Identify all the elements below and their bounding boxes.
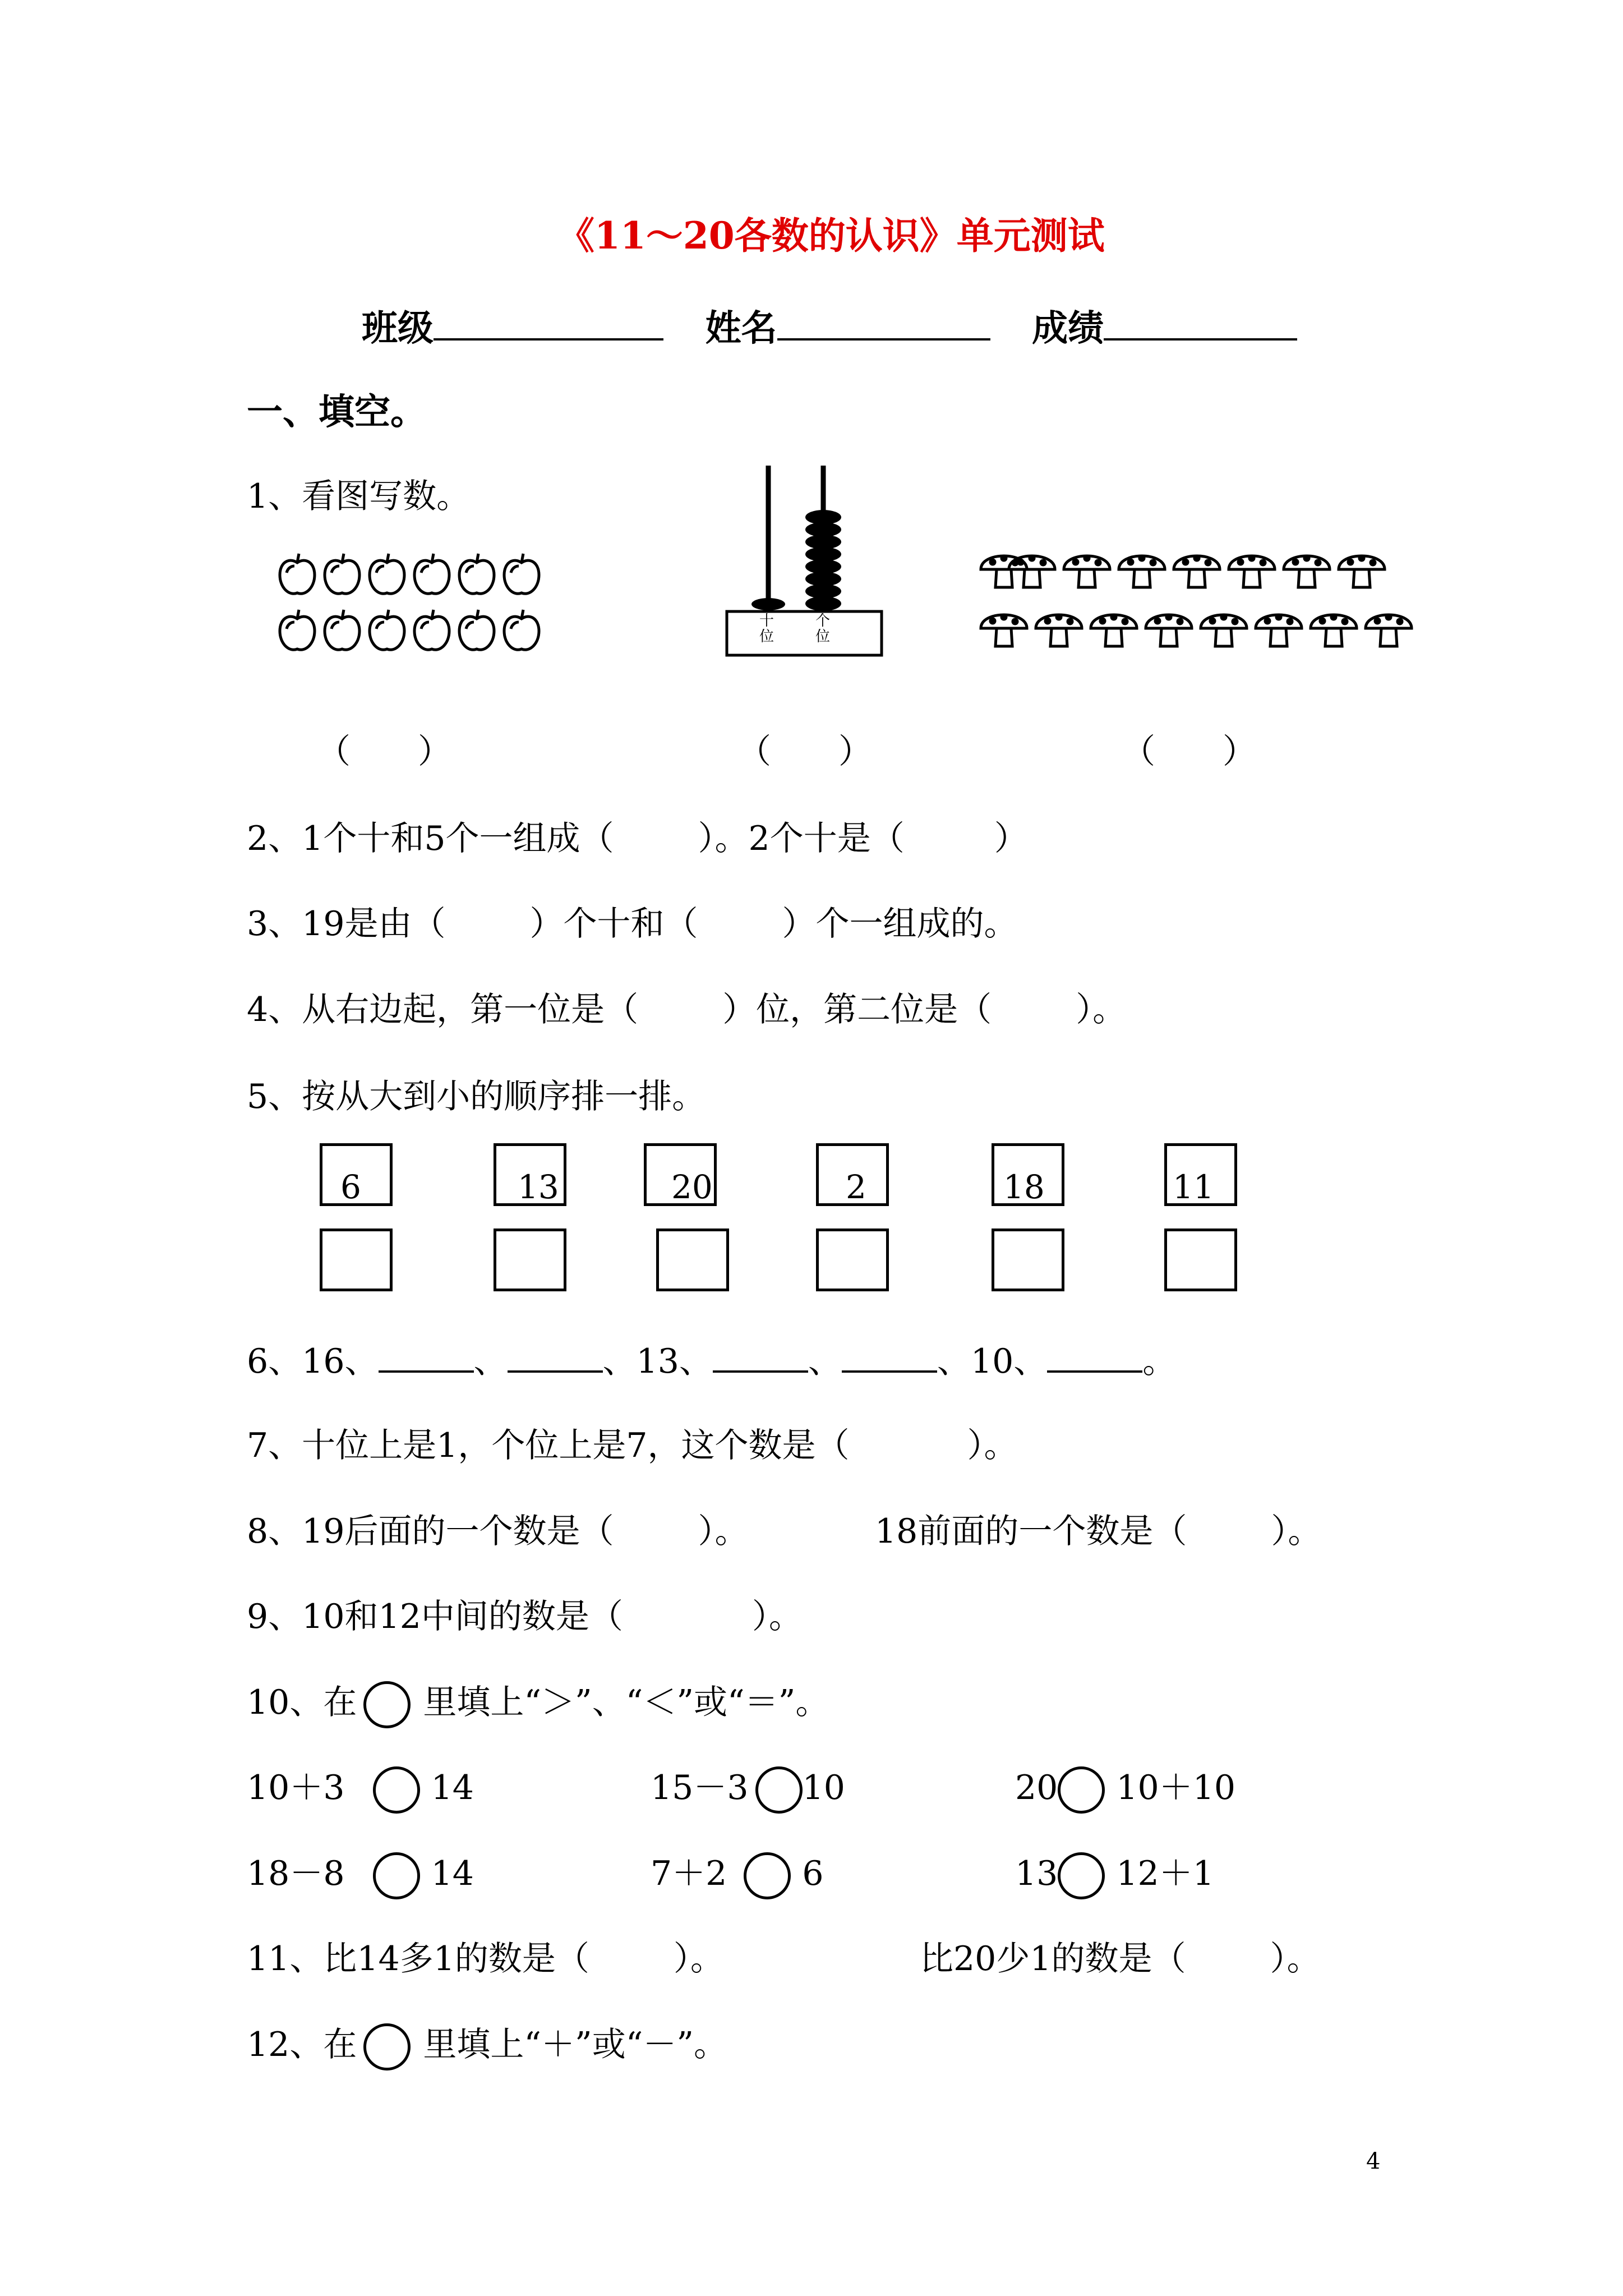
- q2-part-b: ）。2个十是（: [698, 819, 905, 858]
- q10-part-a: 10、在: [247, 1683, 357, 1722]
- q3-part-c: ）个一组成的。: [782, 904, 1018, 944]
- compare-circle[interactable]: [744, 1852, 791, 1899]
- expr-left: 13: [1015, 1854, 1058, 1893]
- question-11-second: [920, 1936, 1321, 1981]
- expr-right: 12＋1: [1116, 1854, 1214, 1893]
- q2-part-c: ）: [994, 819, 1028, 858]
- q4-part-b: ）位，第二位是（: [722, 990, 992, 1029]
- box-number: 6: [340, 1168, 361, 1206]
- q8-part-c: 18前面的一个数是（: [875, 1512, 1187, 1551]
- expr-right: 10: [802, 1768, 845, 1807]
- answer-box[interactable]: [1164, 1228, 1237, 1291]
- compare-item: [247, 1851, 474, 1899]
- q6-blank-4[interactable]: [842, 1338, 937, 1373]
- section-heading: 一、填空。: [247, 391, 426, 433]
- q11-part-a: 11、比14多1的数是（: [247, 1939, 589, 1978]
- answer-box[interactable]: [494, 1228, 566, 1291]
- q6-number-13: 13: [636, 1342, 679, 1381]
- compare-item: [1015, 1765, 1235, 1814]
- q8-part-d: ）。: [1271, 1512, 1322, 1551]
- q12-part-b: 里填上“＋”或“－”。: [423, 2025, 728, 2064]
- question-3: [247, 901, 1018, 946]
- q12-part-a: 12、在: [247, 2025, 357, 2064]
- q6-blank-1[interactable]: [379, 1338, 474, 1373]
- compare-circle[interactable]: [755, 1766, 803, 1814]
- expr-right: 10＋10: [1116, 1768, 1236, 1807]
- abacus-tens-label: 十位: [759, 613, 774, 645]
- question-5: 5、按从大到小的顺序排一排。: [247, 1077, 706, 1116]
- header-fields: [362, 306, 1297, 351]
- q7-part-b: ）。: [967, 1426, 1018, 1465]
- question-1: 1、看图写数。: [247, 477, 471, 516]
- page-number: 4: [1366, 2148, 1381, 2174]
- score-label: 成绩: [1032, 307, 1104, 349]
- q7-part-a: 7、十位上是1，个位上是7，这个数是（: [247, 1426, 850, 1465]
- question-8: [247, 1509, 749, 1554]
- question-6: [247, 1338, 1176, 1384]
- box-number: 20: [671, 1168, 713, 1206]
- class-blank[interactable]: [434, 306, 663, 341]
- expr-right: 14: [431, 1854, 474, 1893]
- q3-part-b: ）个十和（: [529, 904, 698, 944]
- q4-part-c: ）。: [1076, 990, 1127, 1029]
- compare-circle[interactable]: [373, 1852, 420, 1899]
- class-label: 班级: [362, 307, 434, 349]
- q6-part-a: 6、16、: [247, 1342, 379, 1381]
- number-box: [816, 1143, 889, 1206]
- answer-paren-apples[interactable]: （ ）: [317, 732, 451, 771]
- compare-circle[interactable]: [1058, 1852, 1105, 1899]
- q8-part-b: ）。: [698, 1512, 749, 1551]
- question-2: [247, 816, 1028, 861]
- q8-part-a: 8、19后面的一个数是（: [247, 1512, 614, 1551]
- page-title: 《11～20各数的认识》单元测试: [557, 214, 1105, 257]
- name-blank[interactable]: [777, 306, 990, 341]
- q6-sep: 、: [473, 1342, 508, 1381]
- number-box: [1164, 1143, 1237, 1206]
- name-label: 姓名: [705, 307, 777, 349]
- expr-left: 20: [1015, 1768, 1058, 1807]
- compare-circle[interactable]: [373, 1766, 420, 1814]
- mushrooms-illustration: [979, 547, 1422, 659]
- q11-part-b: ）。: [673, 1939, 724, 1978]
- box-number: 2: [846, 1168, 866, 1206]
- q6-blank-2[interactable]: [508, 1338, 603, 1373]
- answer-paren-mushrooms[interactable]: （ ）: [1122, 732, 1256, 771]
- compare-circle[interactable]: [1058, 1766, 1105, 1814]
- number-box: [494, 1143, 566, 1206]
- circle-icon: [363, 1681, 411, 1728]
- box-number: 13: [518, 1168, 559, 1206]
- q9-part-a: 9、10和12中间的数是（: [247, 1597, 623, 1636]
- number-box: [320, 1143, 393, 1206]
- q6-sep: 、: [1013, 1342, 1048, 1381]
- score-blank[interactable]: [1104, 306, 1297, 341]
- abacus-ones-label: 个位: [815, 613, 830, 645]
- q11-part-d: ）。: [1270, 1939, 1321, 1978]
- q4-part-a: 4、从右边起，第一位是（: [247, 990, 639, 1029]
- q9-part-b: ）。: [751, 1597, 803, 1636]
- answer-box[interactable]: [992, 1228, 1064, 1291]
- q2-part-a: 2、1个十和5个一组成（: [247, 819, 614, 858]
- abacus-illustration: [718, 460, 892, 662]
- answer-box[interactable]: [320, 1228, 393, 1291]
- q10-part-b: 里填上“＞”、“＜”或“＝”。: [423, 1683, 829, 1722]
- q6-blank-3[interactable]: [713, 1338, 808, 1373]
- question-9: [247, 1594, 803, 1639]
- q6-number-10: 10: [970, 1342, 1014, 1381]
- box-number: 11: [1173, 1168, 1214, 1206]
- expr-left: 15－3: [651, 1768, 749, 1807]
- q6-blank-5[interactable]: [1047, 1338, 1142, 1373]
- compare-item: [651, 1765, 845, 1814]
- question-4: [247, 987, 1126, 1032]
- answer-box[interactable]: [656, 1228, 729, 1291]
- number-box: [644, 1143, 717, 1206]
- circle-icon: [363, 2023, 411, 2070]
- expr-right: 6: [802, 1854, 824, 1893]
- box-number: 18: [1003, 1168, 1045, 1206]
- question-11: [247, 1936, 724, 1981]
- q3-part-a: 3、19是由（: [247, 904, 446, 944]
- q6-sep: 、: [937, 1342, 971, 1381]
- expr-left: 7＋2: [651, 1854, 727, 1893]
- compare-item: [247, 1765, 474, 1814]
- q11-part-c: 比20少1的数是（: [920, 1939, 1186, 1978]
- expr-left: 10＋3: [247, 1768, 345, 1807]
- apples-illustration: [278, 553, 552, 665]
- number-box: [992, 1143, 1064, 1206]
- expr-left: 18－8: [247, 1854, 345, 1893]
- q6-sep: 、: [602, 1342, 637, 1381]
- compare-item: [1015, 1851, 1214, 1899]
- question-7: [247, 1423, 1018, 1468]
- expr-right: 14: [431, 1768, 474, 1807]
- q6-sep: 、: [679, 1342, 713, 1381]
- compare-item: [651, 1851, 824, 1899]
- answer-box[interactable]: [816, 1228, 889, 1291]
- question-8-second: [875, 1509, 1321, 1554]
- question-12: [247, 2022, 727, 2070]
- question-10: [247, 1680, 829, 1728]
- q6-end: 。: [1142, 1342, 1177, 1381]
- q6-sep: 、: [808, 1342, 842, 1381]
- answer-paren-abacus[interactable]: （ ）: [737, 732, 872, 771]
